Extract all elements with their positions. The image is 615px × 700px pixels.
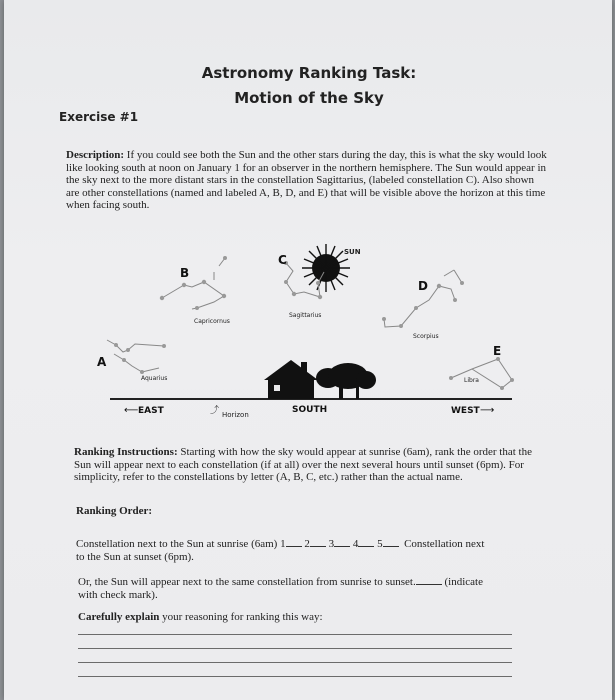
rank-5: 5 — [377, 538, 383, 550]
rank-blank-2[interactable] — [310, 537, 326, 547]
constellation-e — [451, 359, 512, 388]
constellation-b-stars — [160, 256, 227, 310]
answer-line-1[interactable] — [78, 634, 512, 635]
same-tail: (indicate — [444, 576, 483, 588]
same-check-blank[interactable] — [416, 575, 442, 585]
ranking-text: Starting with how the sky would appear at sunrise (6am), rank the order that the Sun will appear next to each constellation (if at all) over the next several hours until sunset (6pm). For simplicity, refer to the constellations by letter (A, B, C, etc.) rather than the actual name. — [74, 446, 532, 483]
trees-silhouette — [316, 363, 376, 399]
rank-blank-4[interactable] — [358, 537, 374, 547]
house-silhouette — [264, 360, 318, 399]
arrow-left-icon: ⟵ — [124, 405, 139, 416]
exercise-heading: Exercise #1 — [59, 110, 139, 124]
answer-line-2[interactable] — [78, 648, 512, 649]
page-title-line2: Motion of the Sky — [234, 89, 384, 107]
constellation-d-letter: D — [418, 279, 428, 293]
worksheet-page — [4, 0, 612, 700]
constellation-e-stars — [449, 357, 514, 390]
horizon-label: Horizon — [222, 411, 249, 419]
ranking-label: Ranking Instructions: — [74, 446, 178, 458]
rank-blank-3[interactable] — [334, 537, 350, 547]
rank-3: 3 — [328, 538, 335, 550]
same-constellation-line — [78, 575, 548, 601]
constellation-e-name: Libra — [464, 377, 479, 384]
constellation-b-name: Capricornus — [194, 318, 230, 325]
sun-icon — [302, 244, 350, 292]
west-label: WEST — [451, 406, 480, 416]
explain-prompt — [78, 611, 323, 623]
answer-line-4[interactable] — [78, 676, 512, 677]
rank-2: 2 — [304, 538, 310, 550]
rank-1: 1 — [280, 538, 286, 550]
south-label: SOUTH — [292, 405, 328, 415]
same-text: Or, the Sun will appear next to the same constellation from sunrise to sunset. — [78, 576, 416, 588]
rank-4: 4 — [352, 538, 359, 550]
rank-blank-5[interactable] — [383, 537, 399, 547]
answer-line-3[interactable] — [78, 662, 512, 663]
explain-label: Carefully explain — [78, 611, 160, 623]
order-tail: Constellation next — [404, 538, 485, 550]
order-lead: Constellation next to the Sun at sunrise (6am) — [76, 538, 278, 550]
explain-text: your reasoning for ranking this way: — [159, 611, 323, 623]
description-label: Description: — [66, 149, 125, 161]
arrow-right-icon: ⟶ — [480, 405, 495, 416]
same-tail2: with check mark). — [78, 588, 158, 601]
ranking-order-title: Ranking Order: — [76, 505, 153, 517]
constellation-c-name: Sagittarius — [289, 312, 322, 319]
east-label: EAST — [138, 406, 164, 416]
description-text: If you could see both the Sun and the other stars during the day, this is what the sky would look like looking south at noon on January 1 for an observer in the northern hemisphere. The Sun would appear in the sky next to the more distant stars in the constellation Sagittarius, (labeled constellation C). Also shown are other constellations (named and labeled A, B, D, and E) that will be visible above the horizon at this time when facing south. — [66, 149, 547, 211]
ranking-order-line — [76, 537, 546, 563]
constellation-c-letter: C — [278, 253, 287, 267]
constellation-d-name: Scorpius — [413, 333, 439, 340]
page-title-line1: Astronomy Ranking Task: — [201, 64, 417, 82]
constellation-b-letter: B — [180, 266, 190, 280]
sun-label: SUN — [344, 248, 361, 256]
arrow-up-icon: ⤴ — [210, 406, 220, 416]
constellation-a-letter: A — [97, 355, 107, 369]
sky-diagram — [4, 0, 612, 440]
rank-blank-1[interactable] — [286, 537, 302, 547]
constellation-e-letter: E — [493, 344, 502, 358]
constellation-b — [162, 258, 225, 309]
constellation-a-name: Aquarius — [141, 375, 168, 382]
ranking-instructions — [74, 446, 534, 484]
order-tail2: to the Sun at sunset (6pm). — [76, 550, 194, 563]
